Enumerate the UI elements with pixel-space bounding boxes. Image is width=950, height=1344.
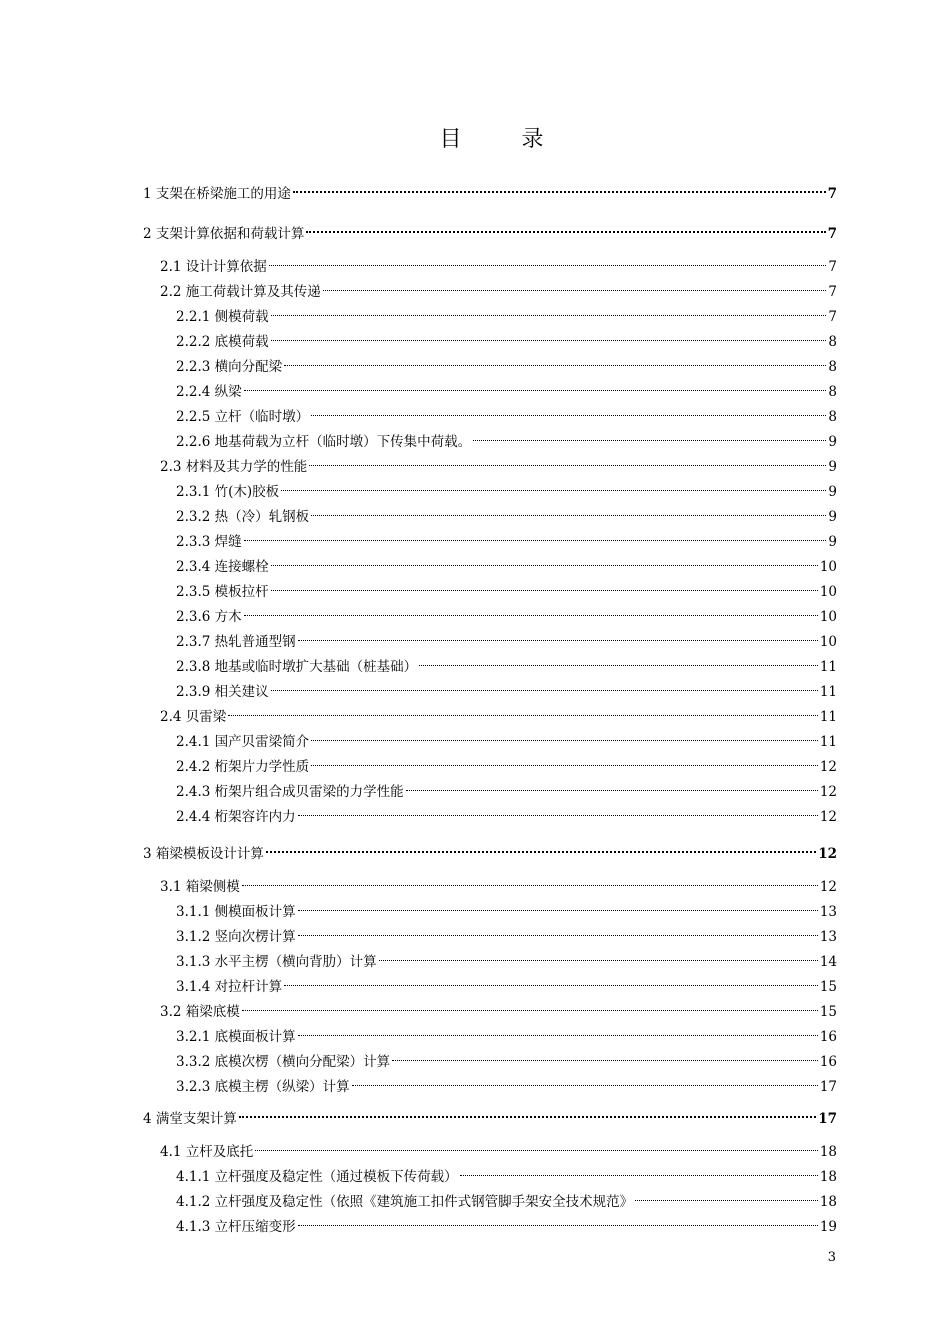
toc-entry-title: 4 满堂支架计算 [143, 1111, 237, 1127]
toc-entry-title: 3.1.4 对拉杆计算 [176, 979, 283, 995]
toc-dot-leader [228, 699, 818, 721]
toc-dot-leader [271, 549, 818, 571]
toc-title [0, 122, 950, 153]
toc-dot-leader [281, 474, 826, 496]
toc-entry-title: 3.1.1 侧模面板计算 [176, 904, 296, 920]
toc-entry-page: 10 [819, 559, 837, 575]
toc-entry[interactable] [176, 1159, 837, 1185]
toc-entry[interactable] [176, 299, 837, 325]
toc-entry-page: 12 [819, 784, 837, 800]
toc-entry-page: 14 [819, 954, 837, 970]
toc-entry-page: 18 [819, 1144, 837, 1160]
toc-entry-title: 2.3.3 焊缝 [176, 534, 242, 550]
toc-entry-title: 4.1.2 立杆强度及稳定性（依照《建筑施工扣件式钢管脚手架安全技术规范》 [176, 1194, 634, 1210]
toc-entry[interactable] [143, 216, 837, 242]
toc-entry[interactable] [143, 1101, 837, 1127]
toc-entry-page: 11 [819, 734, 837, 750]
toc-dot-leader [406, 774, 818, 796]
toc-entry-page: 7 [828, 284, 837, 300]
toc-dot-leader [352, 1069, 818, 1091]
toc-entry-title: 2.3.6 方木 [176, 609, 242, 625]
toc-dot-leader [298, 624, 818, 646]
toc-entry[interactable] [176, 499, 837, 525]
toc-dot-leader [284, 969, 818, 991]
toc-entry-title: 2.2.1 侧模荷载 [176, 309, 269, 325]
toc-entry[interactable] [176, 474, 837, 500]
toc-entry-page: 13 [819, 929, 837, 945]
toc-dot-leader [271, 674, 818, 696]
toc-dot-leader [244, 599, 818, 621]
toc-dot-leader [242, 994, 818, 1016]
toc-dot-leader [635, 1184, 818, 1206]
toc-dot-leader [298, 894, 818, 916]
toc-dot-leader [266, 836, 816, 858]
toc-dot-leader [473, 424, 826, 446]
toc-entry-title: 3.3.2 底模次楞（横向分配梁）计算 [176, 1054, 391, 1070]
toc-entry-page: 12 [819, 879, 837, 895]
toc-dot-leader [306, 216, 825, 238]
toc-entry-page: 12 [818, 846, 837, 862]
toc-entry-title: 2.4.3 桁架片组合成贝雷梁的力学性能 [176, 784, 404, 800]
toc-entry-page: 13 [819, 904, 837, 920]
toc-dot-leader [244, 374, 827, 396]
toc-entry-title: 4.1.3 立杆压缩变形 [176, 1219, 296, 1235]
toc-entry-page: 12 [819, 759, 837, 775]
toc-entry-title: 2.2.6 地基荷载为立杆（临时墩）下传集中荷载。 [176, 434, 472, 450]
toc-entry-title: 2.1 设计计算依据 [160, 259, 267, 275]
toc-entry-page: 11 [819, 659, 837, 675]
toc-entry[interactable] [176, 919, 837, 945]
toc-entry[interactable] [176, 524, 837, 550]
toc-entry[interactable] [176, 424, 837, 450]
toc-entry-title: 2.4.2 桁架片力学性质 [176, 759, 310, 775]
toc-entry-title: 2.2.2 底模荷载 [176, 334, 269, 350]
toc-entry-page: 16 [819, 1029, 837, 1045]
toc-entry-title: 3 箱梁模板设计计算 [143, 846, 264, 862]
toc-entry[interactable] [176, 944, 837, 970]
toc-dot-leader [311, 724, 818, 746]
toc-entry[interactable] [176, 399, 837, 425]
toc-entry-page: 8 [828, 409, 837, 425]
toc-entry-title: 3.1 箱梁侧模 [160, 879, 240, 895]
toc-entry-page: 9 [828, 484, 837, 500]
toc-dot-leader [244, 524, 827, 546]
toc-entry[interactable] [160, 449, 837, 475]
toc-entry-page: 18 [819, 1169, 837, 1185]
toc-dot-leader [311, 749, 818, 771]
toc-dot-leader [242, 869, 818, 891]
toc-dot-leader [293, 176, 826, 198]
toc-entry-title: 2.2.5 立杆（临时墩） [176, 409, 310, 425]
toc-dot-leader [271, 299, 827, 321]
toc-entry-page: 17 [819, 1079, 837, 1095]
toc-entry[interactable] [176, 1044, 837, 1070]
toc-entry-title: 2 支架计算依据和荷载计算 [143, 226, 305, 242]
toc-entry[interactable] [176, 1019, 837, 1045]
toc-entry[interactable] [176, 799, 837, 825]
toc-entry-title: 2.2.4 纵梁 [176, 384, 242, 400]
toc-entry-page: 9 [828, 509, 837, 525]
toc-entry-title: 2.3.5 模板拉杆 [176, 584, 269, 600]
toc-entry-page: 9 [828, 434, 837, 450]
toc-entry-page: 10 [819, 634, 837, 650]
toc-dot-leader [239, 1101, 816, 1123]
toc-entry[interactable] [160, 1134, 837, 1160]
toc-entry-page: 8 [828, 334, 837, 350]
toc-dot-leader [379, 944, 818, 966]
toc-dot-leader [298, 1019, 818, 1041]
toc-entry-title: 4.1.1 立杆强度及稳定性（通过模板下传荷载） [176, 1169, 458, 1185]
toc-entry-title: 2.4.4 桁架容许内力 [176, 809, 296, 825]
toc-entry[interactable] [176, 549, 837, 575]
toc-dot-leader [298, 799, 818, 821]
toc-entry[interactable] [160, 869, 837, 895]
toc-entry-title: 3.2 箱梁底模 [160, 1004, 240, 1020]
toc-entry-title: 2.3.1 竹(木)胶板 [176, 484, 280, 500]
toc-entry-page: 19 [819, 1219, 837, 1235]
toc-entry-title: 2.3.8 地基或临时墩扩大基础（桩基础） [176, 659, 418, 675]
toc-entry[interactable] [176, 349, 837, 375]
toc-entry[interactable] [176, 1069, 837, 1095]
toc-entry-page: 17 [818, 1111, 837, 1127]
toc-entry-title: 3.1.2 竖向次楞计算 [176, 929, 296, 945]
toc-entry-title: 2.3.9 相关建议 [176, 684, 269, 700]
toc-entry-page: 12 [819, 809, 837, 825]
toc-dot-leader [323, 274, 827, 296]
toc-entry-page: 10 [819, 609, 837, 625]
toc-entry-title: 3.2.1 底模面板计算 [176, 1029, 296, 1045]
toc-entry-title: 2.3 材料及其力学的性能 [160, 459, 308, 475]
toc-entry-title: 3.1.3 水平主楞（横向背肋）计算 [176, 954, 377, 970]
toc-entry[interactable] [176, 724, 837, 750]
toc-entry-title: 2.3.4 连接螺栓 [176, 559, 269, 575]
toc-entry[interactable] [176, 574, 837, 600]
toc-entry[interactable] [143, 176, 837, 202]
toc-dot-leader [255, 1134, 818, 1156]
toc-entry-title: 2.2 施工荷载计算及其传递 [160, 284, 321, 300]
toc-entry-title: 2.2.3 横向分配梁 [176, 359, 283, 375]
toc-entry-page: 7 [828, 309, 837, 325]
toc-entry-page: 7 [827, 226, 837, 242]
toc-dot-leader [311, 499, 826, 521]
toc-entry-page: 7 [827, 186, 837, 202]
toc-entry-page: 7 [828, 259, 837, 275]
toc-entry[interactable] [176, 774, 837, 800]
toc-entry[interactable] [176, 374, 837, 400]
toc-entry-page: 9 [828, 459, 837, 475]
toc-entry[interactable] [176, 649, 837, 675]
toc-entry[interactable] [176, 894, 837, 920]
toc-entry-page: 11 [819, 684, 837, 700]
toc-dot-leader [460, 1159, 818, 1181]
toc-entry-title: 2.4 贝雷梁 [160, 709, 227, 725]
toc-entry-page: 9 [828, 534, 837, 550]
toc-entry-page: 18 [819, 1194, 837, 1210]
toc-dot-leader [392, 1044, 818, 1066]
toc-entry[interactable] [176, 599, 837, 625]
toc-entry-page: 11 [819, 709, 837, 725]
toc-entry-page: 15 [819, 979, 837, 995]
toc-entry[interactable] [160, 274, 837, 300]
toc-entry-title: 2.4.1 国产贝雷梁简介 [176, 734, 310, 750]
toc-entry-page: 10 [819, 584, 837, 600]
toc-entry-page: 16 [819, 1054, 837, 1070]
toc-entry-page: 15 [819, 1004, 837, 1020]
toc-dot-leader [284, 349, 826, 371]
toc-dot-leader [309, 449, 826, 471]
toc-dot-leader [269, 249, 827, 271]
toc-entry[interactable] [176, 969, 837, 995]
toc-entry-title: 2.3.2 热（冷）轧钢板 [176, 509, 310, 525]
toc-entry[interactable] [176, 324, 837, 350]
toc-dot-leader [271, 324, 827, 346]
toc-entry[interactable] [176, 674, 837, 700]
toc-title-char-1: 目 [439, 127, 462, 152]
toc-title-char-2: 录 [521, 127, 544, 152]
toc-entry[interactable] [176, 624, 837, 650]
toc-entry[interactable] [160, 249, 837, 275]
toc-dot-leader [419, 649, 818, 671]
toc-entry-title: 4.1 立杆及底托 [160, 1144, 254, 1160]
toc-entry-page: 8 [828, 384, 837, 400]
toc-dot-leader [298, 1209, 818, 1231]
toc-entry[interactable] [160, 699, 837, 725]
toc-entry[interactable] [160, 994, 837, 1020]
toc-entry-title: 2.3.7 热轧普通型钢 [176, 634, 296, 650]
toc-entry[interactable] [176, 1209, 837, 1235]
toc-entry-title: 3.2.3 底模主楞（纵梁）计算 [176, 1079, 350, 1095]
toc-entry-title: 1 支架在桥梁施工的用途 [143, 186, 291, 202]
page-number: 3 [827, 1250, 836, 1265]
toc-dot-leader [271, 574, 818, 596]
toc-dot-leader [311, 399, 826, 421]
toc-entry[interactable] [176, 749, 837, 775]
toc-entry[interactable] [176, 1184, 837, 1210]
toc-dot-leader [298, 919, 818, 941]
toc-entry-page: 8 [828, 359, 837, 375]
toc-entry[interactable] [143, 836, 837, 862]
